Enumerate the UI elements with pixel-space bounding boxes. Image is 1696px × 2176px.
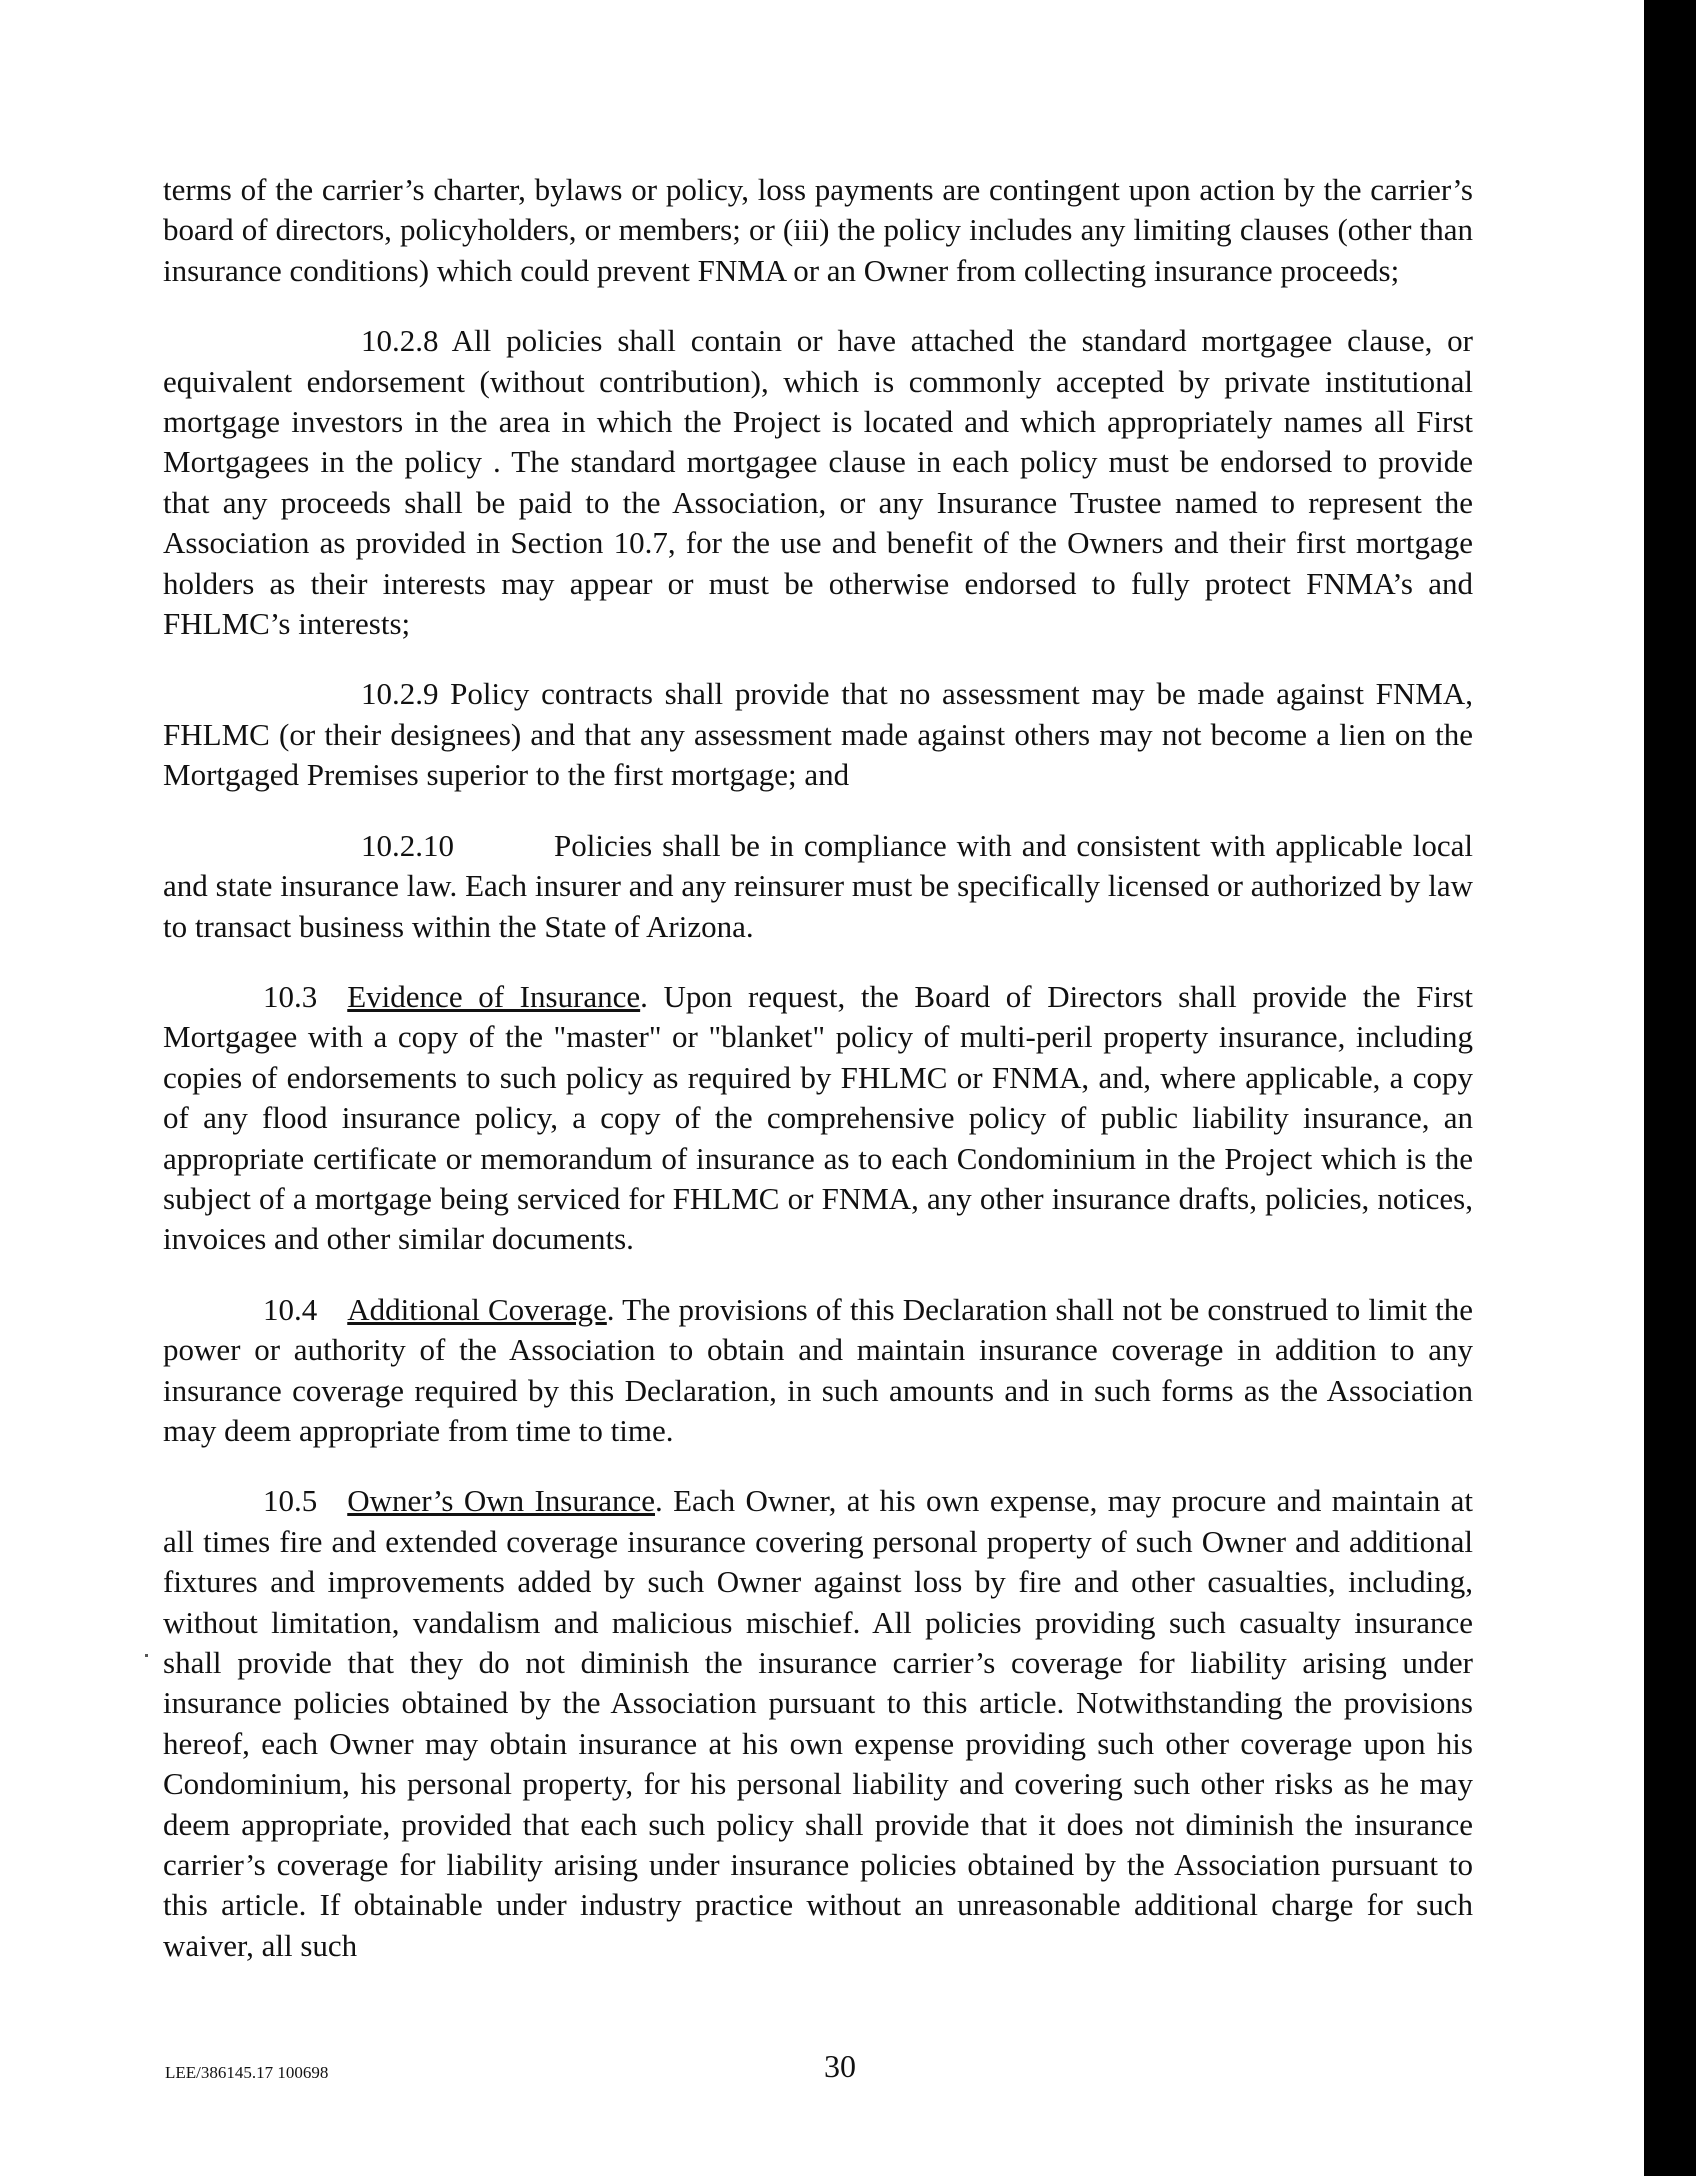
paragraph-text: Policies shall be in compliance with and consistent with applicable local and state insurance law. Each insurer and any reinsurer must be specifically licensed or authorized by law to transact business within the State of Arizona. (163, 827, 1473, 944)
paragraph-10-3: 10.3 Evidence of Insurance. Upon request, the Board of Directors shall provide the First Mortgagee with a copy of the "master" or "blanket" policy of multi-peril property insurance, including copies of endorsements to such policy as required by FHLMC or FNMA, and, where applicable, a copy of any flood insurance policy, a copy of the comprehensive policy of public liability insurance, an appropriate certificate or memorandum of insurance as to each Condominium in the Project which is the subject of a mortgage being serviced for FHLMC or FNMA, any other insurance drafts, policies, notices, invoices and other similar documents. (163, 978, 1474, 1257)
paragraph-text: terms of the carrier’s charter, bylaws or policy, loss payments are contingent upon action by the carrier’s board of directors, policyholders, or members; or (iii) the policy includes any limiting clauses (other than insurance conditions) which could prevent FNMA or an Owner from collecting insurance proceeds; (163, 172, 1473, 288)
paragraph-text: Upon request, the Board of Directors shall provide the First Mortgagee with a copy of the "master" or "blanket" policy of multi-peril property insurance, including copies of endorsements to such policy as required by FHLMC or FNMA, and, where applicable, a copy of any flood insurance policy, a copy of the comprehensive policy of public liability insurance, an appropriate certificate or memorandum of insurance as to each Condominium in the Project which is the subject of a mortgage being serviced for FHLMC or FNMA, any other insurance drafts, policies, notices, invoices and other similar documents. (163, 978, 1474, 1257)
paragraph-10-4: 10.4 Additional Coverage. The provisions of this Declaration shall not be construed to limit the power or authority of the Association to obtain and maintain insurance coverage in addition to any insurance coverage required by this Declaration, in such amounts and in such forms as the Association may deem appropriate from time to time. (163, 1291, 1473, 1448)
section-number: 10.2.9 (361, 676, 439, 712)
paragraph-10-5: 10.5 Owner’s Own Insurance. Each Owner, at his own expense, may procure and maintain at all times fire and extended coverage insurance covering personal property of such Owner and additional fixtures and improvements added by such Owner against loss by fire and other casualties, including, without limitation, vandalism and malicious mischief. All policies providing such casualty insurance shall provide that they do not diminish the insurance carrier’s coverage for liability arising under insurance policies obtained by the Association pursuant to this article. Notwithstanding the provisions hereof, each Owner may obtain insurance at his own expense providing such other coverage upon his Condominium, his personal property, for his personal liability and covering such other risks as he may deem appropriate, provided that each such policy shall provide that it does not diminish the insurance carrier’s coverage for liability arising under insurance policies obtained by the Association pursuant to this article. If obtainable under industry practice without an unreasonable additional charge for such waiver, all such (163, 1483, 1473, 1963)
paragraph-10-2-9 (163, 674, 1473, 795)
section-heading: Owner’s Own Insurance (347, 1483, 655, 1519)
section-number: 10.5 (263, 1483, 318, 1519)
section-number: 10.2.10 (361, 827, 454, 863)
section-number: 10.2.8 (361, 323, 439, 359)
section-heading: Evidence of Insurance (347, 978, 641, 1014)
paragraph-continuation (163, 170, 1473, 291)
section-number: 10.4 (263, 1291, 318, 1327)
scan-speck (145, 1654, 148, 1657)
footer-document-id: LEE/386145.17 100698 (165, 2063, 329, 2082)
paragraph-text: Each Owner, at his own expense, may procure and maintain at all times fire and extended coverage insurance covering personal property of such Owner and additional fixtures and improvements added by such Owner against loss by fire and other casualties, including, without limitation, vandalism and malicious mischief. All policies providing such casualty insurance shall provide that they do not diminish the insurance carrier’s coverage for liability arising under insurance policies obtained by the Association pursuant to this article. Notwithstanding the provisions hereof, each Owner may obtain insurance at his own expense providing such other coverage upon his Condominium, his personal property, for his personal liability and covering such other risks as he may deem appropriate, provided that each such policy shall provide that it does not diminish the insurance carrier’s coverage for liability arising under insurance policies obtained by the Association pursuant to this article. If obtainable under industry practice without an unreasonable additional charge for such waiver, all such (163, 1483, 1473, 1963)
paragraph-text: Policy contracts shall provide that no assessment may be made against FNMA, FHLMC (or their designees) and that any assessment made against others may not become a lien on the Mortgaged Premises superior to the first mortgage; and (163, 676, 1473, 793)
paragraph-text: The provisions of this Declaration shall not be construed to limit the power or authority of the Association to obtain and maintain insurance coverage in addition to any insurance coverage required by this Declaration, in such amounts and in such forms as the Association may deem appropriate from time to time. (163, 1291, 1473, 1448)
paragraph-10-2-10 (163, 826, 1473, 947)
scan-edge-border (1644, 0, 1696, 2176)
paragraph-text: All policies shall contain or have attached the standard mortgagee clause, or equivalent endorsement (without contribution), which is commonly accepted by private institutional mortgage investors in the area in which the Project is located and which appropriately names all First Mortgagees in the policy . The standard mortgagee clause in each policy must be endorsed to provide that any proceeds shall be paid to the Association, or any Insurance Trustee named to represent the Association as provided in Section 10.7, for the use and benefit of the Owners and their first mortgage holders as their interests may appear or must be otherwise endorsed to fully protect FNMA’s and FHLMC’s interests; (163, 323, 1473, 642)
paragraph-10-2-8 (163, 321, 1473, 644)
document-body (163, 170, 1473, 1996)
section-number: 10.3 (263, 978, 318, 1014)
page-number: 30 (824, 2048, 856, 2084)
section-heading: Additional Coverage (347, 1291, 607, 1327)
